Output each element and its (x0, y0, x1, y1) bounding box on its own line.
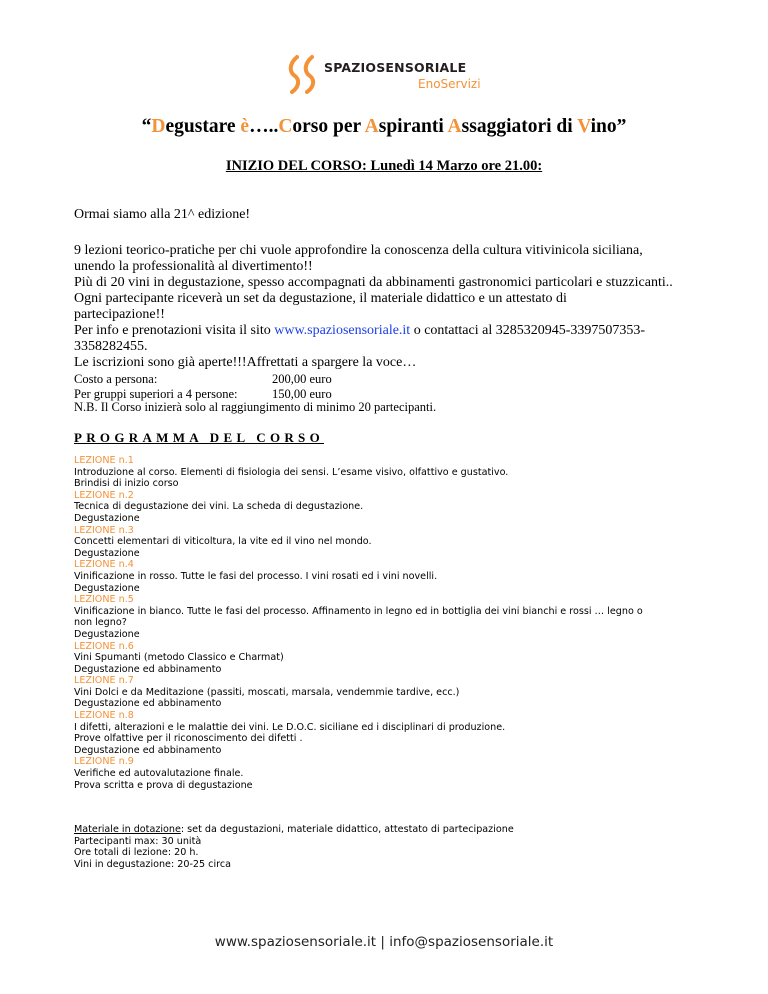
lesson-line: Degustazione (74, 628, 140, 640)
lesson-line: non legno? (74, 617, 127, 629)
lesson-heading: LEZIONE n.6 (74, 640, 134, 652)
lesson-heading: LEZIONE n.5 (74, 594, 134, 606)
material-section (74, 824, 514, 870)
title-accent-letter: è (240, 116, 250, 137)
lesson-line: Degustazione (74, 582, 140, 594)
title-close-quote: ” (616, 116, 627, 137)
title-text: orso per (292, 116, 365, 137)
title-accent-letter: A (364, 116, 379, 137)
lesson-heading: LEZIONE n.3 (74, 524, 134, 536)
logo-name: SPAZIOSENSORIALE (324, 60, 467, 75)
title-text: ….. (249, 116, 279, 137)
body-line-6-post: o contattaci al 3285320945-3397507353- (410, 323, 646, 338)
lesson-line: Verifiche ed autovalutazione finale. (74, 768, 244, 780)
footer-contacts: www.spaziosensoriale.it | info@spaziosensoriale.it (214, 934, 554, 950)
cost-label: Per gruppi superiori a 4 persone: (74, 387, 238, 401)
material-line-1 (74, 824, 514, 836)
body-line-1: 9 lezioni teorico-pratiche per chi vuole approfondire la conoscenza della cultura vitivinicola siciliana, (74, 243, 643, 258)
body-line-4: Ogni partecipante riceverà un set da degustazione, il materiale didattico e un attestato di (74, 291, 567, 306)
material-line-3: Ore totali di lezione: 20 h. (74, 847, 199, 859)
lesson-heading: LEZIONE n.7 (74, 675, 134, 687)
lesson-line: Prove olfattive per il riconoscimento dei difetti . (74, 733, 303, 745)
lesson-line: Degustazione ed abbinamento (74, 698, 222, 710)
title-text: ino (590, 116, 617, 137)
body-line-2: unendo la professionalità al divertimento!! (74, 259, 313, 274)
body-line-7: 3358282455. (74, 339, 148, 354)
lesson-line: Tecnica di degustazione dei vini. La scheda di degustazione. (74, 501, 364, 513)
body-line-5: partecipazione!! (74, 307, 165, 322)
program-list (74, 455, 714, 791)
lesson-heading: LEZIONE n.9 (74, 756, 134, 768)
lesson-line: Degustazione ed abbinamento (74, 663, 222, 675)
body-line-8: Le iscrizioni sono già aperte!!!Affrettati a spargere la voce… (74, 355, 417, 370)
logo (286, 52, 496, 96)
title-open-quote: “ (141, 116, 152, 137)
title-accent-letter: D (151, 116, 166, 137)
material-label: Materiale in dotazione (74, 824, 181, 835)
lesson-line: Prova scritta e prova di degustazione (74, 779, 253, 791)
course-start: INIZIO DEL CORSO: Lunedì 14 Marzo ore 21.00: (225, 158, 543, 174)
title-text: egustare (165, 116, 241, 137)
body-line-6-pre: Per info e prenotazioni visita il sito (74, 323, 275, 338)
lesson-heading: LEZIONE n.1 (74, 455, 134, 466)
title-text: ssaggiatori di (461, 116, 578, 137)
lesson-line: Introduzione al corso. Elementi di fisiologia dei sensi. L’esame visivo, olfattivo e gustativo. (74, 466, 509, 478)
lesson-heading: LEZIONE n.8 (74, 710, 134, 722)
title-accent-letter: V (577, 116, 591, 137)
program-heading: PROGRAMMA DEL CORSO (74, 430, 324, 445)
cost-label: Costo a persona: (74, 372, 158, 386)
title-accent-letter: A (447, 116, 462, 137)
material-line-4: Vini in degustazione: 20-25 circa (74, 858, 231, 870)
lesson-heading: LEZIONE n.4 (74, 559, 134, 571)
lesson-heading: LEZIONE n.2 (74, 489, 134, 501)
minimum-participants-note: N.B. Il Corso inizierà solo al raggiungimento di minimo 20 partecipanti. (74, 400, 437, 414)
material-line-2: Partecipanti max: 30 unità (74, 835, 202, 847)
body-line-6 (74, 323, 645, 339)
website-link[interactable]: www.spaziosensoriale.it (274, 323, 411, 338)
logo-mark-icon (286, 54, 320, 94)
title-text: spiranti (378, 116, 448, 137)
intro-text: Ormai siamo alla 21^ edizione! (74, 207, 251, 222)
lesson-line: Degustazione (74, 512, 140, 524)
lesson-line: Vinificazione in bianco. Tutte le fasi del processo. Affinamento in legno ed in bottiglia dei vini bianchi e rossi … legno o (74, 605, 643, 617)
lesson-line: I difetti, alterazioni e le malattie dei vini. Le D.O.C. siciliane ed i disciplinari di produzione. (74, 721, 506, 733)
lesson-line: Vini Spumanti (metodo Classico e Charmat) (74, 652, 284, 664)
cost-value: 200,00 euro (272, 372, 332, 386)
lesson-line: Degustazione (74, 547, 140, 559)
lesson-line: Degustazione ed abbinamento (74, 744, 222, 756)
lesson-line: Brindisi di inizio corso (74, 478, 179, 490)
course-title (0, 116, 768, 138)
lesson-line: Vinificazione in rosso. Tutte le fasi del processo. I vini rosati ed i vini novelli. (74, 570, 438, 582)
lesson-line: Vini Dolci e da Meditazione (passiti, moscati, marsala, vendemmie tardive, ecc.) (74, 686, 460, 698)
title-accent-letter: C (278, 116, 293, 137)
body-line-3: Più di 20 vini in degustazione, spesso accompagnati da abbinamenti gastronomici particolari e stuzzicanti.. (74, 275, 673, 290)
lesson-line: Concetti elementari di viticoltura, la vite ed il vino nel mondo. (74, 536, 372, 548)
cost-value: 150,00 euro (272, 387, 332, 401)
material-text: : set da degustazioni, materiale didattico, attestato di partecipazione (180, 824, 514, 835)
logo-subtitle: EnoServizi (418, 77, 481, 91)
